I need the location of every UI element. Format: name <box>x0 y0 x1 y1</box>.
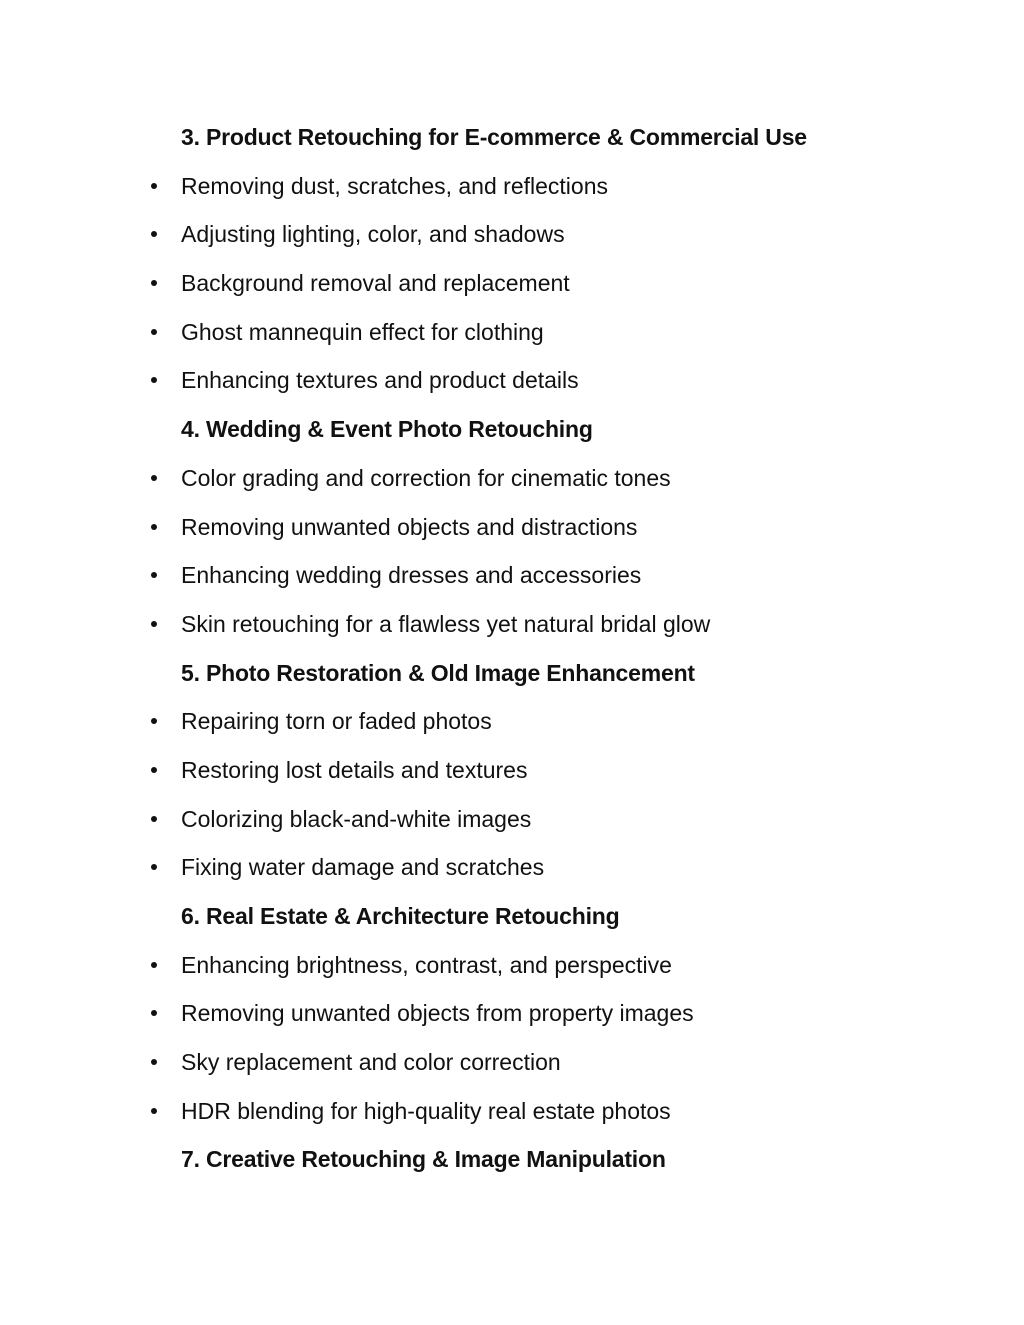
list-item <box>0 746 1024 795</box>
list-item-text: Enhancing brightness, contrast, and perspective <box>181 951 672 978</box>
list-item <box>0 210 1024 259</box>
bullet-icon <box>151 1059 157 1065</box>
list-item <box>0 989 1024 1038</box>
section-heading-text: 3. Product Retouching for E-commerce & Commercial Use <box>181 124 807 150</box>
bullet-icon <box>151 231 157 237</box>
bullet-icon <box>151 1108 157 1114</box>
bullet-icon <box>151 767 157 773</box>
list-item-text: Color grading and correction for cinematic tones <box>181 464 671 491</box>
list-item-text: Skin retouching for a flawless yet natural bridal glow <box>181 610 711 637</box>
list-item <box>0 503 1024 552</box>
bullet-icon <box>151 864 157 870</box>
bullet-icon <box>151 572 157 578</box>
list-item <box>0 843 1024 892</box>
section-heading-text: 7. Creative Retouching & Image Manipulation <box>181 1146 666 1173</box>
section-heading <box>0 892 1024 941</box>
list-item-text: Repairing torn or faded photos <box>181 708 492 735</box>
bullet-icon <box>151 377 157 383</box>
list-item-text: Colorizing black-and-white images <box>181 805 532 832</box>
list-item <box>0 795 1024 844</box>
list-item <box>0 941 1024 990</box>
list-item-text: Removing dust, scratches, and reflections <box>181 172 608 199</box>
section-heading <box>0 1135 1024 1184</box>
list-item-text: Sky replacement and color correction <box>181 1049 561 1076</box>
list-item <box>0 356 1024 405</box>
list-item <box>0 697 1024 746</box>
section-heading <box>0 405 1024 454</box>
list-item-text: Restoring lost details and textures <box>181 756 528 783</box>
list-item <box>0 1038 1024 1087</box>
section-heading <box>0 649 1024 698</box>
bullet-icon <box>151 475 157 481</box>
bullet-icon <box>151 621 157 627</box>
bullet-icon <box>151 329 157 335</box>
bullet-icon <box>151 718 157 724</box>
list-item-text: Background removal and replacement <box>181 270 570 297</box>
list-item-text: Removing unwanted objects from property images <box>181 1000 694 1027</box>
list-item-text: Fixing water damage and scratches <box>181 854 545 881</box>
list-item-text: Ghost mannequin effect for clothing <box>181 318 544 345</box>
list-item-text: Removing unwanted objects and distractions <box>181 513 638 540</box>
list-item <box>0 162 1024 211</box>
bullet-icon <box>151 524 157 530</box>
list-item-text: Adjusting lighting, color, and shadows <box>181 221 565 248</box>
section-heading-text: 5. Photo Restoration & Old Image Enhancement <box>181 659 695 686</box>
list-item <box>0 551 1024 600</box>
section-heading-text: 4. Wedding & Event Photo Retouching <box>181 416 593 443</box>
list-item-text: Enhancing textures and product details <box>181 367 579 394</box>
section-heading-text: 6. Real Estate & Architecture Retouching <box>181 903 620 929</box>
bullet-icon <box>151 816 157 822</box>
list-item <box>0 600 1024 649</box>
bullet-icon <box>151 962 157 968</box>
section-heading <box>0 113 1024 162</box>
list-item <box>0 259 1024 308</box>
bullet-icon <box>151 1010 157 1016</box>
list-item-text: HDR blending for high-quality real estate photos <box>181 1097 671 1124</box>
bullet-icon <box>151 183 157 189</box>
list-item <box>0 308 1024 357</box>
list-item <box>0 454 1024 503</box>
bullet-icon <box>151 280 157 286</box>
list-item <box>0 1087 1024 1136</box>
document-content <box>0 113 1024 1184</box>
list-item-text: Enhancing wedding dresses and accessories <box>181 562 642 589</box>
